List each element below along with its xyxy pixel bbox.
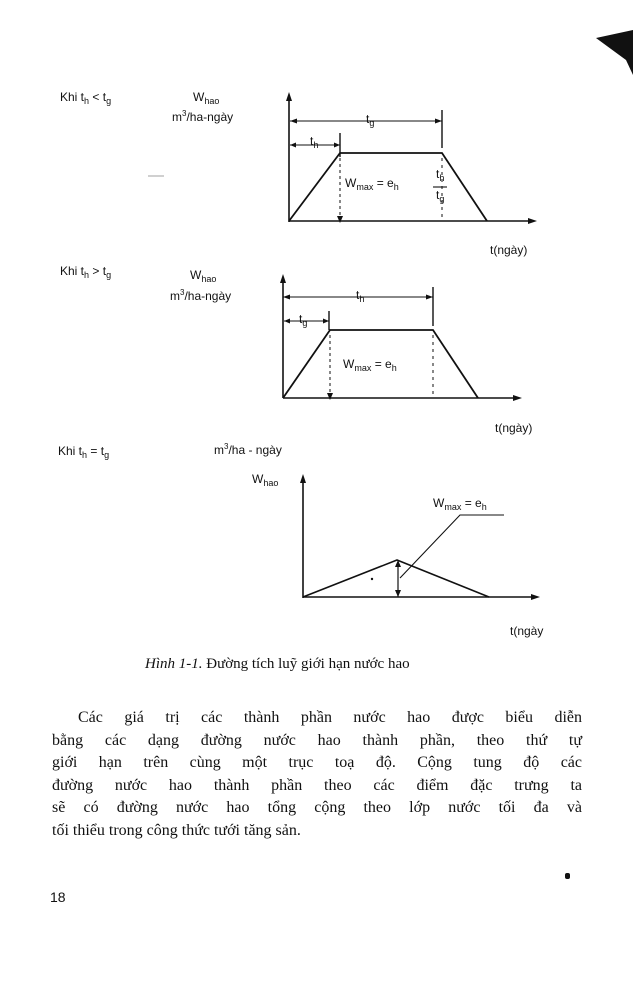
bullet-mark bbox=[565, 873, 570, 879]
paragraph-line: giới hạn trên cùng một trục toạ độ. Cộng tung độ các bbox=[52, 754, 582, 771]
panel2-tg-label: $t_g$ bbox=[299, 312, 308, 328]
panel2-plot bbox=[280, 274, 522, 401]
body-paragraph bbox=[52, 707, 582, 842]
paragraph-line: bằng các dạng đường nước hao thành phần, theo thứ tự bbox=[52, 731, 582, 749]
panel1-y-label: $W_{hao}$ bbox=[193, 90, 220, 106]
paragraph-line: đường nước hao thành phần theo các điểm đặc trưng ta bbox=[52, 776, 582, 794]
figure-caption bbox=[145, 656, 410, 673]
caption-text: Đường tích luỹ giới hạn nước hao bbox=[206, 656, 410, 672]
panel2-condition: Khi $t_h > t_g$ bbox=[60, 264, 112, 280]
panel3-condition: Khi $t_h = t_g$ bbox=[58, 444, 110, 460]
panel3-unit: $m^3/ha$ - ngày bbox=[214, 442, 282, 457]
panel3-y-label: $W_{hao}$ bbox=[252, 472, 279, 488]
panel1-tg-label: $t_g$ bbox=[366, 112, 375, 128]
panel1-y-arrow bbox=[286, 92, 292, 101]
panel1-condition: Khi $t_h < t_g$ bbox=[60, 90, 112, 106]
panel2-unit: $m^3/ha$-ngày bbox=[170, 288, 232, 303]
panel1-unit: $m^3/ha$-ngày bbox=[172, 109, 234, 124]
panel1-th-label: $t_h$ bbox=[310, 134, 319, 150]
panel1-x-arrow bbox=[528, 218, 537, 224]
panel2-wmax-label: $W_{max} = e_h$ bbox=[343, 357, 397, 373]
panel2-y-label: $W_{hao}$ bbox=[190, 268, 217, 284]
paragraph-line: tối thiểu trong công thức tưới tăng sản. bbox=[52, 821, 301, 839]
corner-mark bbox=[596, 30, 633, 75]
panel2-x-label: t(ngày) bbox=[495, 421, 533, 435]
panel1-frac-den: $t_g$ bbox=[436, 188, 445, 204]
panel2-th-label: $t_h$ bbox=[356, 288, 365, 304]
panel3-x-label: t(ngày bbox=[510, 624, 544, 638]
panel1-x-label: t(ngày) bbox=[490, 243, 528, 257]
paragraph-line: sẽ có đường nước hao tổng cộng theo lớp nước tối đa và bbox=[52, 799, 582, 816]
panel1-wmax-label: $W_{max} = e_h$ bbox=[345, 176, 399, 192]
panel3-leader bbox=[400, 515, 504, 578]
panel1-frac-num: $t_h$ bbox=[436, 167, 445, 183]
page-number: 18 bbox=[50, 889, 66, 905]
caption-number: Hình 1-1. bbox=[145, 656, 203, 672]
panel3-plot bbox=[300, 474, 540, 600]
paragraph-line: Các giá trị các thành phần nước hao được biểu diễn bbox=[78, 709, 582, 726]
panel3-wmax-label: $W_{max} = e_h$ bbox=[433, 496, 487, 512]
